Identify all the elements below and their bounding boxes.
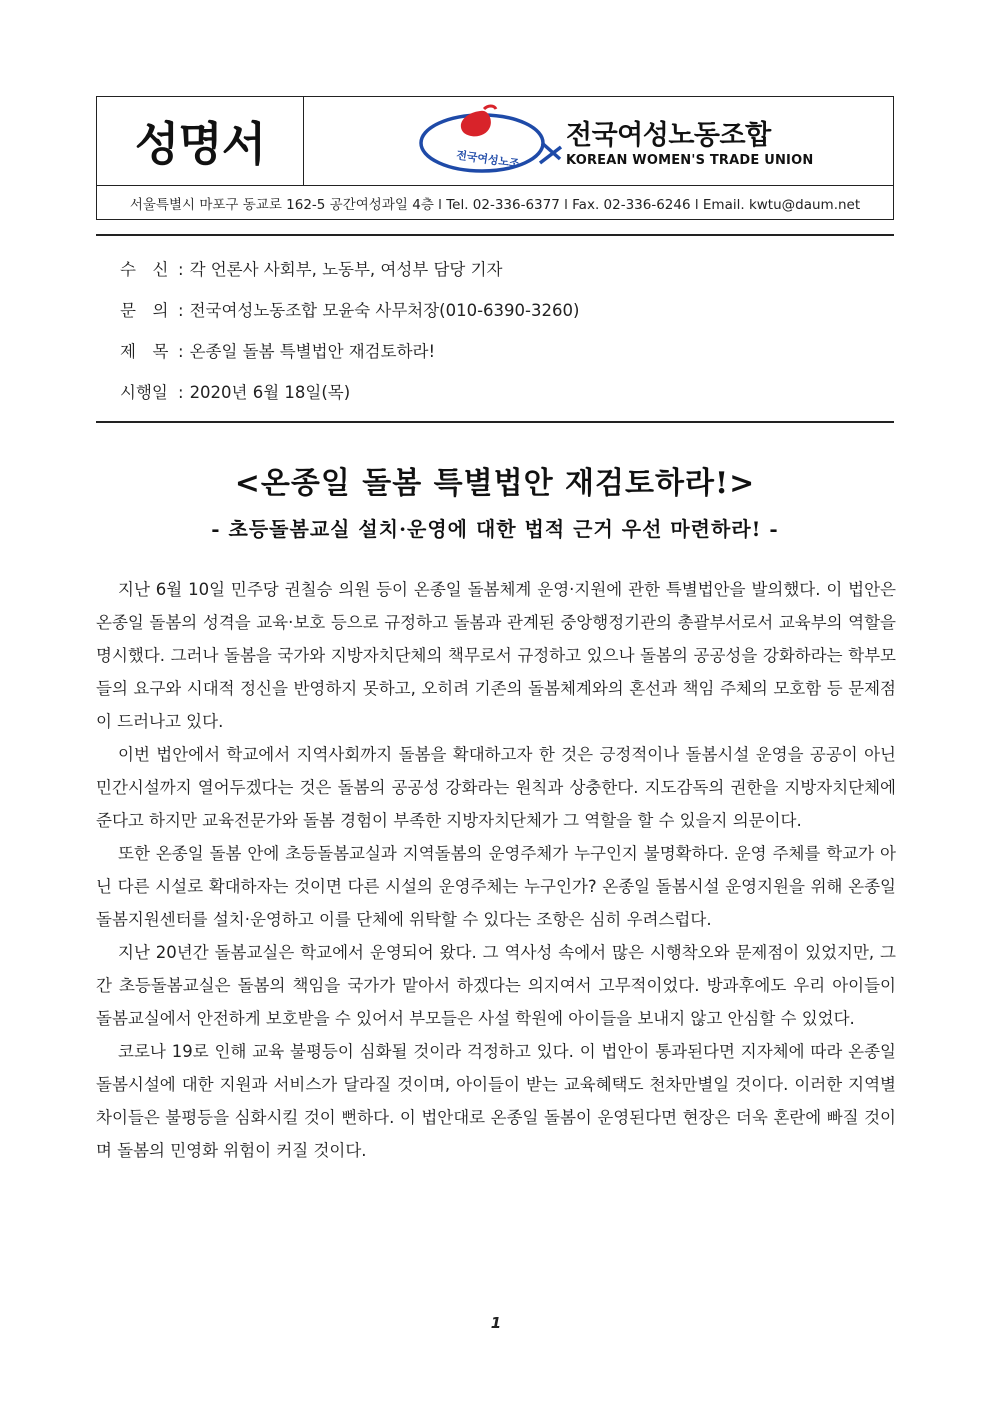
meta-label: 제 목: [120, 342, 169, 361]
meta-subject: 제 목 : 온종일 돌봄 특별법안 재검토하라!: [120, 338, 435, 362]
org-address: 서울특별시 마포구 동교로 162-5 공간여성과일 4층 l Tel. 02-336-6377 l Fax. 02-336-6246 l Email. kwtu@daum.net: [129, 197, 861, 213]
statement-title: <온종일 돌봄 특별법안 재검토하라!>: [234, 466, 756, 501]
meta-date: 시행일 : 2020년 6월 18일(목): [120, 379, 350, 403]
meta-label: 수 신: [120, 260, 169, 279]
body-paragraph: 코로나 19로 인해 교육 불평등이 심화될 것이라 걱정하고 있다. 이 법안이 통과된다면 지자체에 따라 온종일 돌봄시설에 대한 지원과 서비스가 달라질 것이며, 아이들이 받는 교육혜택도 천차만별일 것이다. 이러한 지역별 차이들은 불평등을 심화시킬 것이 뻔하다. 이 법안대로 온종일 돌봄이 운영된다면 현장은 더욱 혼란에 빠질 것이며 돌봄의 민영화 위험이 커질 것이다.: [96, 1042, 896, 1160]
divider-top: [96, 234, 894, 236]
divider-bottom: [96, 421, 894, 423]
body-paragraph: 또한 온종일 돌봄 안에 초등돌봄교실과 지역돌봄의 운영주체가 누구인지 불명확하다. 운영 주체를 학교가 아닌 다른 시설로 확대하자는 것이면 다른 시설의 운영주체는 누구인가? 온종일 돌봄시설 운영지원을 위해 온종일 돌봄지원센터를 설치·운영하고 이를 단체에 위탁할 수 있다는 조항은 심히 우려스럽다.: [96, 844, 896, 929]
org-name-english: KOREAN WOMEN'S TRADE UNION: [566, 153, 814, 168]
meta-value: 2020년 6월 18일(목): [189, 383, 351, 402]
page-number: 1: [490, 1314, 502, 1332]
letterhead-top: [97, 97, 893, 186]
body-paragraph: 이번 법안에서 학교에서 지역사회까지 돌봄을 확대하고자 한 것은 긍정적이나 돌봄시설 운영을 공공이 아닌 민간시설까지 열어두겠다는 것은 돌봄의 공공성 강화라는 원칙과 상충한다. 지도감독의 권한을 지방자치단체에 준다고 하지만 교육전문가와 돌봄 경험이 부족한 지방자치단체가 그 역할을 할 수 있을지 의문이다.: [96, 745, 896, 830]
union-logo-icon: [418, 103, 563, 179]
union-logo-area: [304, 97, 893, 185]
body-paragraph: 지난 20년간 돌봄교실은 학교에서 운영되어 왔다. 그 역사성 속에서 많은 시행착오와 문제점이 있었지만, 그간 초등돌봄교실은 돌봄의 책임을 국가가 맡아서 하겠다는 의지여서 고무적이었다. 방과후에도 우리 아이들이 돌봄교실에서 안전하게 보호받을 수 있어서 부모들은 사설 학원에 아이들을 보내지 않고 안심할 수 있었다.: [96, 943, 896, 1028]
document-type: 성명서: [97, 97, 304, 185]
meta-recipient: 수 신 : 각 언론사 사회부, 노동부, 여성부 담당 기자: [120, 256, 503, 280]
meta-value: 각 언론사 사회부, 노동부, 여성부 담당 기자: [189, 260, 503, 279]
meta-contact: 문 의 : 전국여성노동조합 모윤숙 사무처장(010-6390-3260): [120, 297, 579, 321]
body-paragraph: 지난 6월 10일 민주당 권칠승 의원 등이 온종일 돌봄체계 운영·지원에 관한 특별법안을 발의했다. 이 법안은 온종일 돌봄의 성격을 교육·보호 등으로 규정하고 돌봄과 관계된 중앙행정기관의 총괄부서로서 교육부의 역할을 명시했다. 그러나 돌봄을 국가와 지방자치단체의 책무로서 규정하고 있으나 돌봄의 공공성을 강화하라는 학부모들의 요구와 시대적 정신을 반영하지 못하고, 오히려 기존의 돌봄체계와의 혼선과 책임 주체의 모호함 등 문제점이 드러나고 있다.: [96, 580, 896, 731]
statement-subtitle: - 초등돌봄교실 설치·운영에 대한 법적 근거 우선 마련하라! -: [211, 517, 779, 541]
meta-label: 문 의: [120, 301, 169, 320]
meta-value: 전국여성노동조합 모윤숙 사무처장(010-6390-3260): [189, 301, 580, 320]
statement-body: [96, 573, 896, 1167]
org-name-korean: 전국여성노동조합: [566, 120, 771, 151]
letterhead: [96, 96, 894, 220]
logo-text: 전국여성노조: [455, 148, 521, 171]
meta-value: 온종일 돌봄 특별법안 재검토하라!: [189, 342, 436, 361]
meta-label: 시행일: [120, 383, 168, 402]
